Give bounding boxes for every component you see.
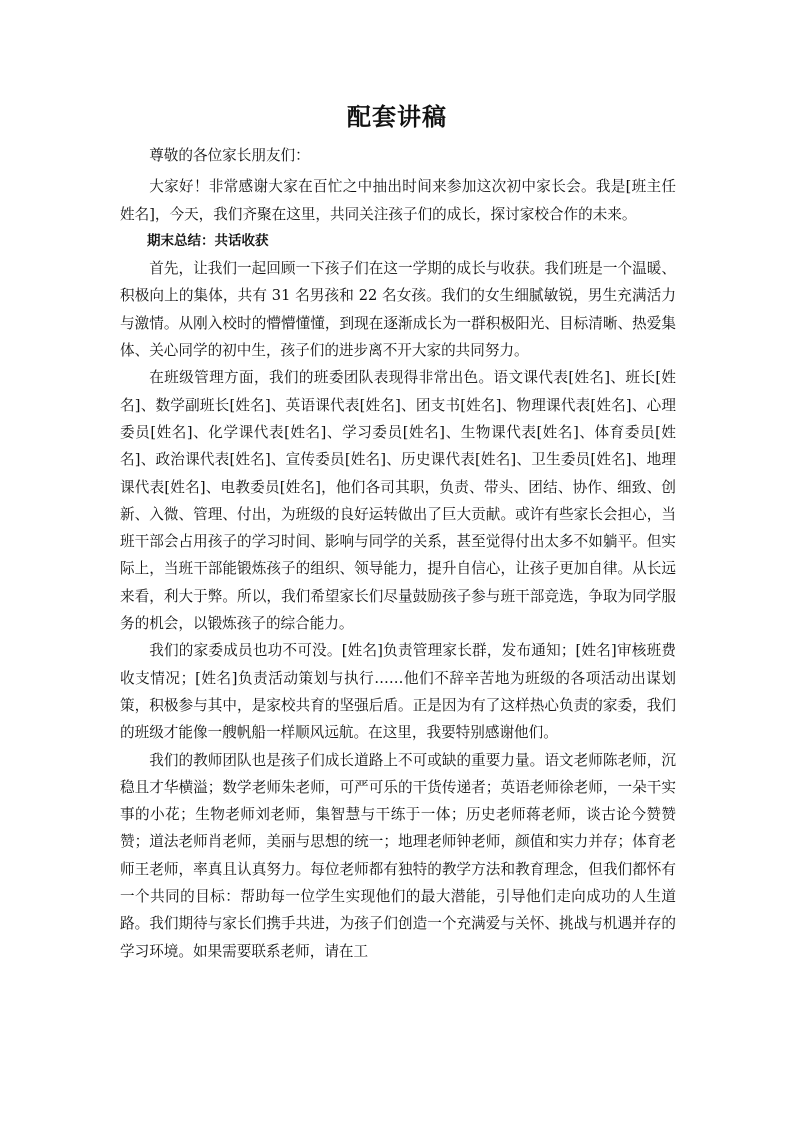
- paragraph-greeting: 大家好！非常感谢大家在百忙之中抽出时间来参加这次初中家长会。我是[班主任姓名]，今天，我们齐聚在这里，共同关注孩子们的成长，探讨家校合作的未来。: [120, 178, 676, 223]
- section-heading: 期末总结：共话收获: [147, 232, 269, 249]
- paragraph-review: 首先，让我们一起回顾一下孩子们在这一学期的成长与收获。我们班是一个温暖、积极向上的集体，共有 31 名男孩和 22 名女孩。我们的女生细腻敏锐，男生充满活力与激情。从刚入校时的懵懵懂懂，到现在逐渐成长为一群积极阳光、目标清晰、热爱集体、关心同学的初中生，孩子们的进步离不开大家的共同努力。: [120, 260, 676, 360]
- paragraph-class-committee: 在班级管理方面，我们的班委团队表现得非常出色。语文课代表[姓名]、班长[姓名]、数学副班长[姓名]、英语课代表[姓名]、团支书[姓名]、物理课代表[姓名]、心理委员[姓名]、化学课代表[姓名]、学习委员[姓名]、生物课代表[姓名]、体育委员[姓名]、政治课代表[姓名]、宣传委员[姓名]、历史课代表[姓名]、卫生委员[姓名]、地理课代表[姓名]、电教委员[姓名]，他们各司其职，负责、带头、团结、协作、细致、创新、入微、管理、付出，为班级的良好运转做出了巨大贡献。或许有些家长会担心，当班干部会占用孩子的学习时间、影响与同学的关系，甚至觉得付出太多不如躺平。但实际上，当班干部能锻炼孩子的组织、领导能力，提升自信心，让孩子更加自律。从长远来看，利大于弊。所以，我们希望家长们尽量鼓励孩子参与班干部竞选，争取为同学服务的机会，以锻炼孩子的综合能力。: [120, 369, 676, 633]
- salutation: 尊敬的各位家长朋友们：: [149, 147, 310, 164]
- document-title: 配套讲稿: [347, 102, 447, 131]
- paragraph-teachers: 我们的教师团队也是孩子们成长道路上不可或缺的重要力量。语文老师陈老师，沉稳且才华横溢；数学老师朱老师，可严可乐的干货传递者；英语老师徐老师，一朵干实事的小花；生物老师刘老师，集智慧与干练于一体；历史老师蒋老师，谈古论今赞赞赞；道法老师肖老师，美丽与思想的统一；地理老师钟老师，颜值和实力并存；体育老师王老师，率真且认真努力。每位老师都有独特的教学方法和教育理念，但我们都怀有一个共同的目标：帮助每一位学生实现他们的最大潜能，引导他们走向成功的人生道路。我们期待与家长们携手共进，为孩子们创造一个充满爱与关怀、挑战与机遇并存的学习环境。如果需要联系老师，请在工: [120, 751, 676, 960]
- paragraph-parent-committee: 我们的家委成员也功不可没。[姓名]负责管理家长群，发布通知；[姓名]审核班费收支情况；[姓名]负责活动策划与执行……他们不辞辛苦地为班级的各项活动出谋划策，积极参与其中，是家校共育的坚强后盾。正是因为有了这样热心负责的家委，我们的班级才能像一艘帆船一样顺风远航。在这里，我要特别感谢他们。: [120, 642, 676, 742]
- document-body: [120, 142, 676, 965]
